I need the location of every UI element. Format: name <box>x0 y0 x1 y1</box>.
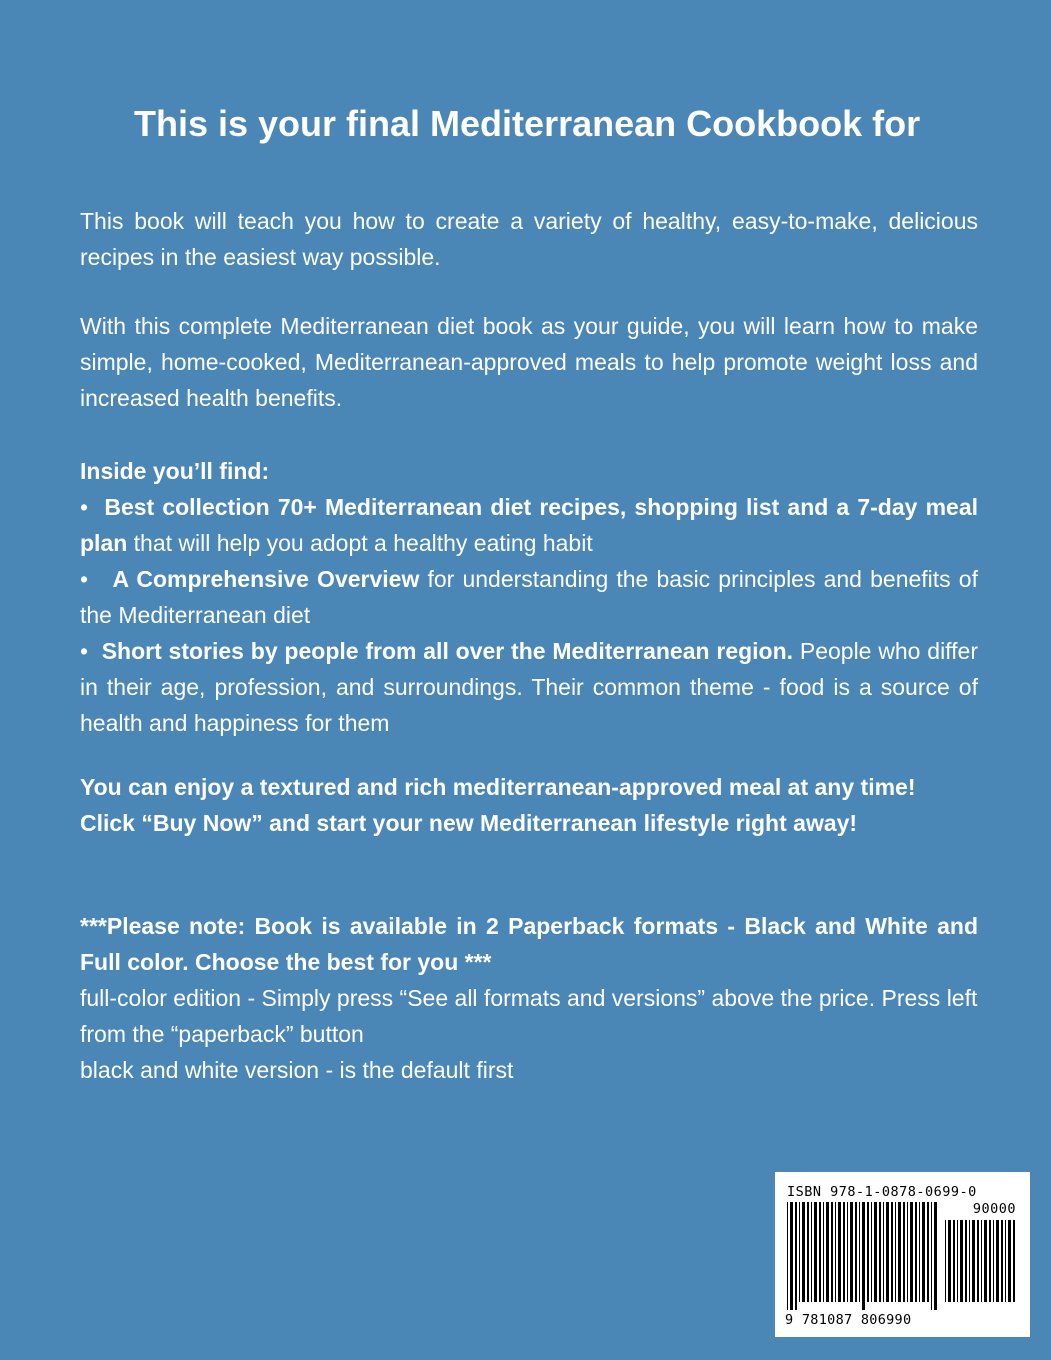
barcode-bar <box>919 1202 920 1302</box>
barcode-bar <box>799 1202 800 1302</box>
barcode-bar <box>874 1202 877 1302</box>
barcode-bar <box>826 1202 829 1302</box>
barcode-bar <box>927 1202 929 1302</box>
barcode-bar <box>931 1202 932 1310</box>
call-to-action <box>80 769 978 841</box>
format-note <box>80 908 978 1088</box>
bullet-bold-text: Best collection 70+ Mediterranean diet recipes, shopping list and a 7-day meal plan <box>80 494 978 556</box>
barcode-bar <box>969 1220 970 1302</box>
barcode-bar <box>886 1202 889 1302</box>
barcode-bar <box>843 1202 845 1302</box>
bullet-bold-text: Short stories by people from all over the Mediterranean region. <box>101 638 794 664</box>
barcode-bar <box>898 1202 901 1302</box>
barcode-bar <box>907 1202 908 1302</box>
barcode-bar <box>948 1220 951 1302</box>
barcode-bar <box>891 1202 893 1302</box>
barcode-bar <box>811 1202 812 1302</box>
intro-text: This book will teach you how to create a variety of healthy, easy-to-make, delicious recipes in the easiest way possible. <box>80 208 978 270</box>
isbn-label: ISBN 978-1-0878-0699-0 <box>787 1184 977 1200</box>
barcode-bar <box>807 1202 809 1302</box>
barcode-bar <box>972 1220 975 1302</box>
barcode-bar <box>1008 1220 1011 1302</box>
guide-paragraph <box>80 308 978 416</box>
bullet-marker: • <box>80 566 89 592</box>
intro-paragraph <box>80 203 978 275</box>
bullet-bold-text: A Comprehensive Overview <box>112 566 420 592</box>
barcode-bar <box>934 1202 937 1310</box>
barcode-bar <box>855 1202 857 1302</box>
price-addon-label: 90000 <box>972 1201 1016 1217</box>
barcode-bar <box>823 1202 824 1302</box>
bw-instructions: black and white version - is the default first <box>80 1057 514 1083</box>
bullet-marker: • <box>80 638 89 664</box>
barcode-bar <box>883 1202 884 1302</box>
barcode-bar <box>847 1202 848 1302</box>
inside-heading: Inside you’ll find: <box>80 458 270 484</box>
bullet-marker: • <box>80 494 89 520</box>
barcode-bar <box>915 1202 917 1302</box>
barcode-bar <box>795 1202 797 1310</box>
barcode-bar <box>989 1220 991 1302</box>
barcode-bar <box>1001 1220 1003 1302</box>
barcode-bar <box>953 1220 955 1302</box>
barcode-bar <box>945 1220 946 1302</box>
barcode-bar <box>977 1220 979 1302</box>
bullet-text: that will help you adopt a healthy eating habit <box>127 530 593 556</box>
buy-now-text: Click “Buy Now” and start your new Mediterranean lifestyle right away! <box>80 810 858 836</box>
guide-text: With this complete Mediterranean diet book as your guide, you will learn how to make simple, home-cooked, Mediterranean-approved meals to help promote weight loss and increased health benefits. <box>80 313 978 411</box>
barcode-bar <box>957 1220 958 1302</box>
full-color-instructions: full-color edition - Simply press “See all formats and versions” above the price. Press left from the “paperback” button <box>80 985 978 1047</box>
barcode-bar <box>859 1202 860 1302</box>
barcode-bar <box>960 1220 963 1302</box>
barcode-bar <box>819 1202 821 1302</box>
barcode-bar <box>790 1202 793 1310</box>
barcode-bar <box>838 1202 841 1302</box>
barcode-bar <box>879 1202 881 1302</box>
barcode-bar <box>814 1202 817 1302</box>
note-heading: ***Please note: Book is available in 2 Paperback formats - Black and White and Full color. Choose the best for you *** <box>80 913 978 975</box>
enjoy-text: You can enjoy a textured and rich mediterranean-approved meal at any time! <box>80 774 916 800</box>
barcode-bar <box>984 1220 987 1302</box>
bullet-item <box>80 633 978 741</box>
barcode-bar <box>981 1220 982 1302</box>
bullet-text: People who differ in their age, profession, and surroundings. Their common theme - food is a source of health and happiness for them <box>80 638 978 736</box>
barcode-bar <box>862 1202 865 1310</box>
barcode-bar <box>787 1202 788 1310</box>
barcode-bars <box>787 1202 937 1310</box>
barcode-bar <box>903 1202 905 1302</box>
barcode-bar <box>867 1202 869 1302</box>
addon-barcode-bars <box>945 1220 1017 1310</box>
barcode-bar <box>835 1202 836 1302</box>
barcode-bar <box>802 1202 805 1302</box>
barcode-number: 9 781087 806990 <box>785 1312 912 1328</box>
barcode-bar <box>1013 1220 1015 1302</box>
barcode-bar <box>965 1220 967 1302</box>
bullet-text: for understanding the basic principles and benefits of the Mediterranean diet <box>80 566 978 628</box>
bullet-item <box>80 561 978 633</box>
cover-headline: This is your final Mediterranean Cookbook for <box>134 103 921 144</box>
barcode-bar <box>895 1202 896 1302</box>
barcode-bar <box>996 1220 999 1302</box>
barcode-bar <box>1005 1220 1006 1302</box>
barcode-bar <box>850 1202 853 1302</box>
barcode-bar <box>871 1202 872 1302</box>
inside-section <box>80 453 978 741</box>
bullet-item <box>80 489 978 561</box>
isbn-barcode <box>775 1172 1030 1337</box>
barcode-bar <box>910 1202 913 1302</box>
barcode-bar <box>831 1202 833 1302</box>
barcode-bar <box>993 1220 994 1302</box>
barcode-bar <box>922 1202 925 1302</box>
